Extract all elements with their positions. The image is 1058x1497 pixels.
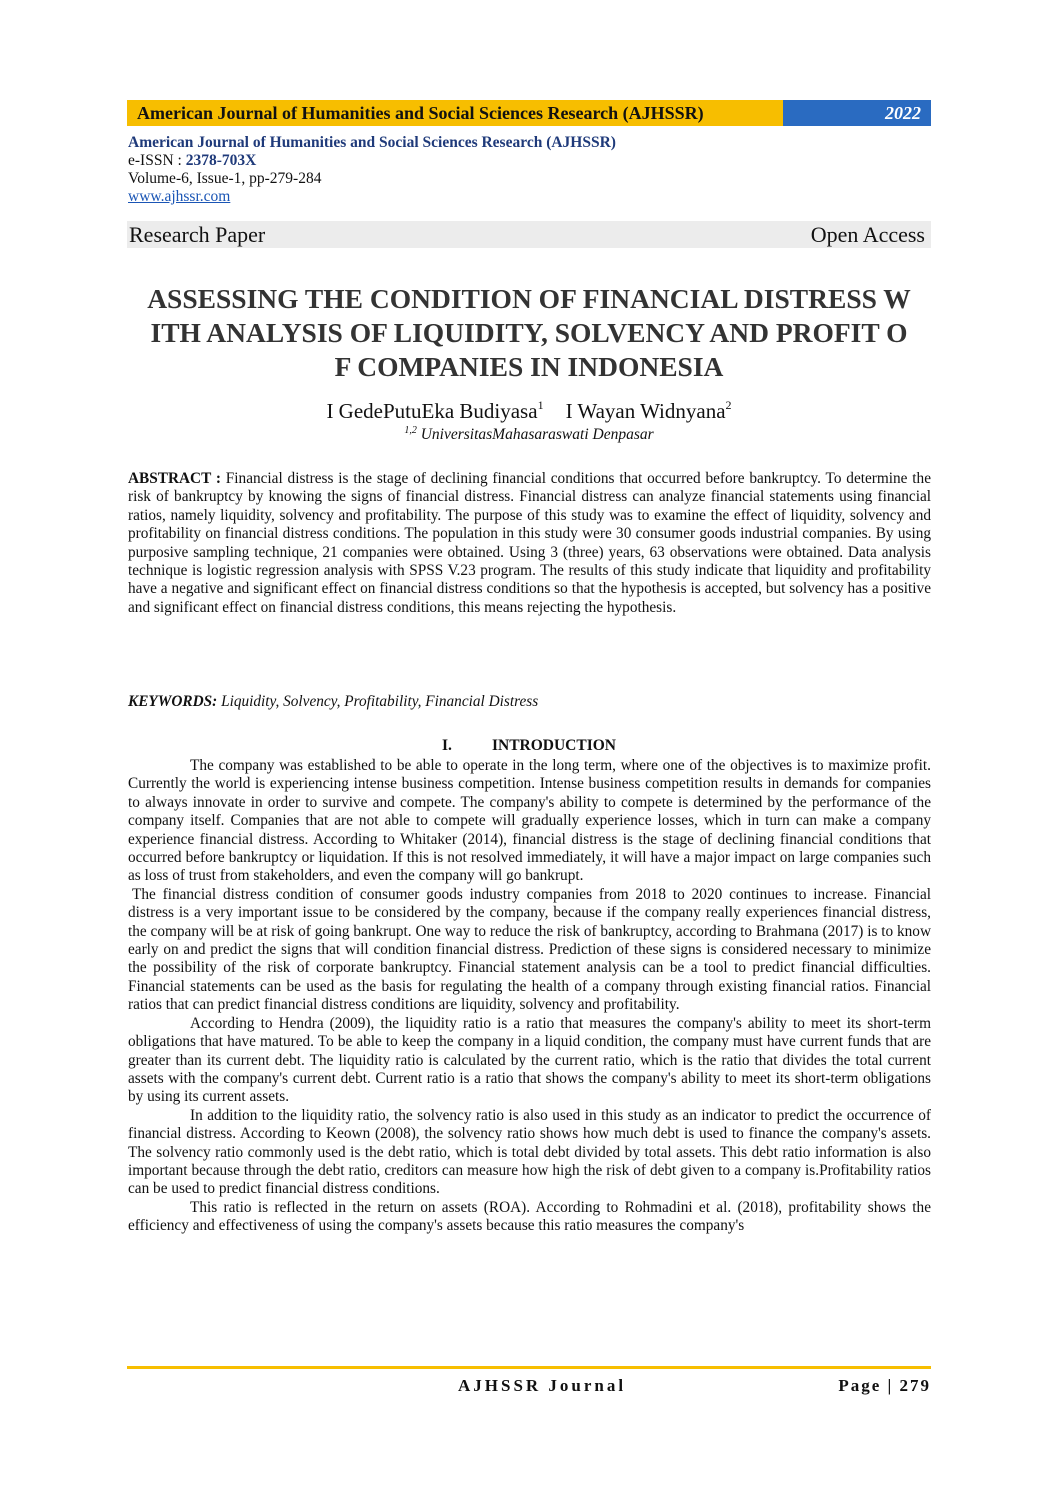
issn-label: e-ISSN :: [128, 152, 186, 169]
author-1-sup: 1: [537, 398, 544, 412]
author-2: I Wayan Widnyana: [565, 399, 726, 423]
title-line: F COMPANIES IN INDONESIA: [334, 351, 724, 382]
journal-info: [128, 134, 616, 206]
abstract-label: ABSTRACT :: [128, 470, 226, 487]
affiliation-name: UniversitasMahasaraswati Denpasar: [416, 426, 654, 443]
keywords-text: Liquidity, Solvency, Profitability, Financial Distress: [217, 693, 539, 710]
paper-title: [120, 282, 938, 384]
abstract: [128, 470, 931, 617]
page-footer: [127, 1376, 931, 1396]
footer-journal: AJHSSR Journal: [458, 1376, 627, 1395]
author-list: [0, 398, 1058, 424]
issn-line: [128, 152, 616, 170]
journal-name: American Journal of Humanities and Social Sciences Research (AJHSSR): [128, 134, 616, 151]
running-header: [127, 100, 931, 126]
affiliation-sup: 1,2: [404, 425, 417, 436]
introduction-body: [128, 757, 931, 1236]
affiliation: [0, 425, 1058, 444]
section-number: I.: [441, 737, 452, 754]
title-line: ASSESSING THE CONDITION OF FINANCIAL DISTRESS W: [147, 283, 911, 314]
title-line: ITH ANALYSIS OF LIQUIDITY, SOLVENCY AND PROFIT O: [150, 317, 908, 348]
intro-paragraph: In addition to the liquidity ratio, the solvency ratio is also used in this study as an indicator to predict the occurrence of financial distress. According to Keown (2008), the solvency ratio shows how much debt is used to finance the company's assets. The solvency ratio commonly used is the debt ratio, which is total debt divided by total assets. This debt ratio information is also important because through the debt ratio, creditors can measure how high the risk of debt given to a company is.Profitability ratios can be used to predict financial distress conditions.: [128, 1106, 931, 1198]
paper-type-bar: [127, 221, 931, 248]
intro-paragraph: This ratio is reflected in the return on assets (ROA). According to Rohmadini et al. (2018), profitability shows the efficiency and effectiveness of using the company's assets because this ratio measures the company's: [128, 1198, 931, 1235]
footer-rule: [127, 1366, 931, 1369]
footer-page: [838, 1376, 931, 1396]
section-title: INTRODUCTION: [491, 737, 616, 754]
issn-value: 2378-703X: [185, 152, 257, 169]
access-type: Open Access: [810, 222, 925, 247]
volume-info: Volume-6, Issue-1, pp-279-284: [128, 170, 322, 187]
footer-page-number: 279: [899, 1376, 931, 1395]
journal-website-link[interactable]: www.ajhssr.com: [128, 188, 231, 205]
paper-type: Research Paper: [129, 222, 266, 247]
intro-paragraph: The financial distress condition of consumer goods industry companies from 2018 to 2020 continues to increase. Financial distress is a very important issue to be considered by the company, because if the company really experiences financial distress, the company will be at risk of going bankrupt. One way to reduce the risk of bankruptcy, according to Brahmana (2017) is to know early on and predict the signs that will condition financial distress. Prediction of these signs is considered necessary to minimize the possibility of the risk of corporate bankruptcy. Financial statement analysis can be a tool to predict financial difficulties. Financial statements can be used as the basis for regulating the health of a company through existing financial ratios. Financial ratios that can predict financial distress conditions are liquidity, solvency and profitability.: [128, 885, 931, 1014]
intro-paragraph: According to Hendra (2009), the liquidity ratio is a ratio that measures the company's ability to meet its short-term obligations that have matured. To be able to keep the company in a liquid condition, the company must have current funds that are greater than its current debt. The liquidity ratio is calculated by the current ratio, which is the ratio that divides the total current assets with the company's current debt. Current ratio is a ratio that shows the company's ability to meet its short-term obligations by using its current assets.: [128, 1014, 931, 1106]
running-header-journal: American Journal of Humanities and Social Sciences Research (AJHSSR): [127, 100, 783, 126]
abstract-text: Financial distress is the stage of declining financial conditions that occurred before bankruptcy. To determine the risk of bankruptcy by knowing the signs of financial distress. Financial distress can analyze financial statements using financial ratios, namely liquidity, solvency and profitability. The purpose of this study was to examine the effect of liquidity, solvency and profitability on financial distress conditions. The population in this study were 30 consumer goods industrial companies. By using purposive sampling technique, 21 companies were obtained. Using 3 (three) years, 63 observations were obtained. Data analysis technique is logistic regression analysis with SPSS V.23 program. The results of this study indicate that liquidity and profitability have a negative and significant effect on financial distress conditions so that the hypothesis is accepted, but solvency has a positive and significant effect on financial distress conditions, this means rejecting the hypothesis.: [128, 470, 931, 616]
keywords-label: KEYWORDS:: [128, 693, 218, 710]
footer-page-label: Page |: [838, 1376, 900, 1395]
intro-paragraph: The company was established to be able to operate in the long term, where one of the objectives is to maximize profit. Currently the world is experiencing intense business competition. Intense business competition results in demands for companies to always innovate in order to survive and compete. The company's ability to compete is determined by the performance of the company itself. Companies that are not able to compete will gradually experience losses, which in turn can make a company experience financial distress. According to Whitaker (2014), financial distress is the stage of declining financial conditions that occurred before bankruptcy or liquidation. If this is not resolved immediately, it will have a major impact on large companies such as loss of trust from stakeholders, and even the company will go bankrupt.: [128, 757, 931, 885]
author-1: I GedePutuEka Budiyasa: [326, 399, 538, 423]
keywords: [128, 693, 931, 711]
author-2-sup: 2: [725, 398, 732, 412]
running-header-year: 2022: [783, 100, 931, 126]
section-heading: [0, 737, 1058, 755]
